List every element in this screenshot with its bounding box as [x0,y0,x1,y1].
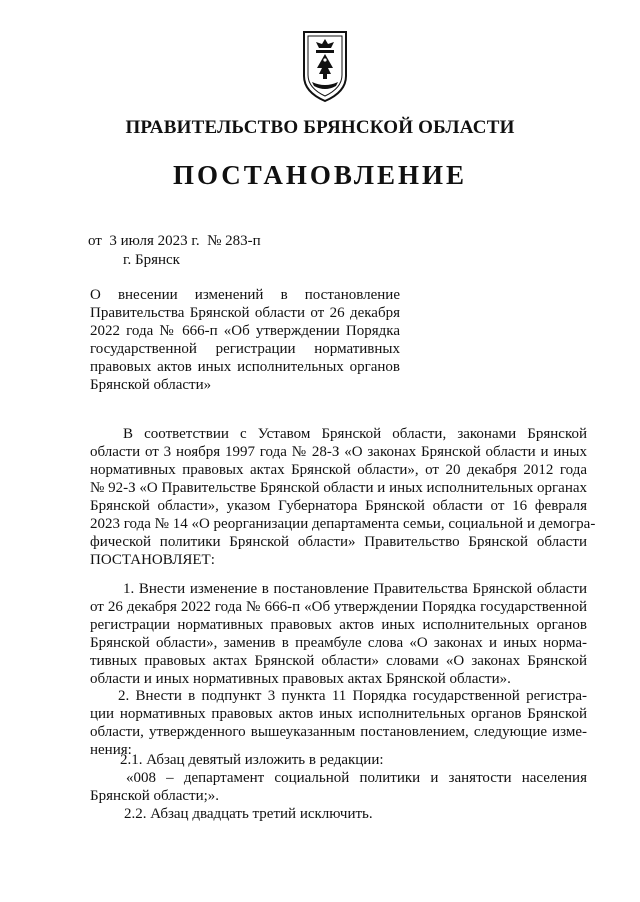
item-2-1-heading [90,751,587,769]
body-line: 2.2. Абзац двадцать третий исключить. [124,806,373,822]
body-line: 1. Внести изменение в постановление Правительства Брянской области [123,581,587,597]
preamble-paragraph [90,425,596,569]
body-line: нения: [90,742,132,758]
body-line: фической политики Брянской области» Правительство Брянской области [90,534,587,550]
subject-line: Правительства Брянской области от 26 декабря [90,305,400,321]
document-city: г. Брянск [123,252,180,268]
body-line: 2.1. Абзац девятый изложить в редакции: [120,752,384,768]
subject-line: О внесении изменений в постановление [90,287,400,303]
body-line: 2023 года № 14 «О реорганизации департамента семьи, социальной и демогра- [90,516,596,532]
body-line: области и иных нормативных правовых актах Брянской области». [90,671,511,687]
body-line: области, утвержденного вышеуказанным постановлением, следующие изме- [90,724,587,740]
document-subject [90,286,400,394]
subject-line: государственной регистрации нормативных [90,341,400,357]
body-line: ции нормативных правовых актов иных исполнительных органов Брянской [90,706,587,722]
coat-of-arms-emblem [301,30,349,104]
subject-line: Брянской области» [90,377,212,393]
body-line: Брянской области;». [90,788,220,804]
body-line: нормативных правовых актах Брянской области», от 20 декабря 2012 года [90,462,587,478]
body-line: В соответствии с Уставом Брянской области, законами Брянской [123,426,587,442]
organization-title: ПРАВИТЕЛЬСТВО БРЯНСКОЙ ОБЛАСТИ [125,117,515,138]
body-line: тивных правовых актах Брянской области» словами «О законах Брянской [90,653,587,669]
body-line: от 26 декабря 2022 года № 666-п «Об утверждении Порядка государственной [90,599,587,615]
body-line: «008 – департамент социальной политики и занятости населения [126,770,587,786]
item-2-paragraph [90,687,587,759]
item-2-2-paragraph [90,805,587,823]
body-line: 2. Внести в подпункт 3 пункта 11 Порядка государственной регистра- [118,688,587,704]
body-line: Брянской области», указом Губернатора Брянской области от 16 февраля [90,498,587,514]
subject-line: правовых актов иных исполнительных органов [90,359,400,375]
item-1-paragraph [90,580,587,688]
body-line: регистрации нормативных правовых актов иных исполнительных органов [90,617,587,633]
subject-line: 2022 года № 666-п «Об утверждении Порядка [90,323,400,339]
document-type-title: ПОСТАНОВЛЕНИЕ [172,160,468,190]
body-line: ПОСТАНОВЛЯЕТ: [90,552,215,568]
item-2-1-text [90,769,587,805]
document-date-number: от 3 июля 2023 г. № 283-п [88,233,261,249]
body-line: Брянской области», заменив в преамбуле слова «О законах и иных норма- [90,635,587,651]
body-line: № 92-З «О Правительстве Брянской области и иных исполнительных органах [90,480,587,496]
body-line: области от 3 ноября 1997 года № 28-З «О законах Брянской области и иных [90,444,587,460]
